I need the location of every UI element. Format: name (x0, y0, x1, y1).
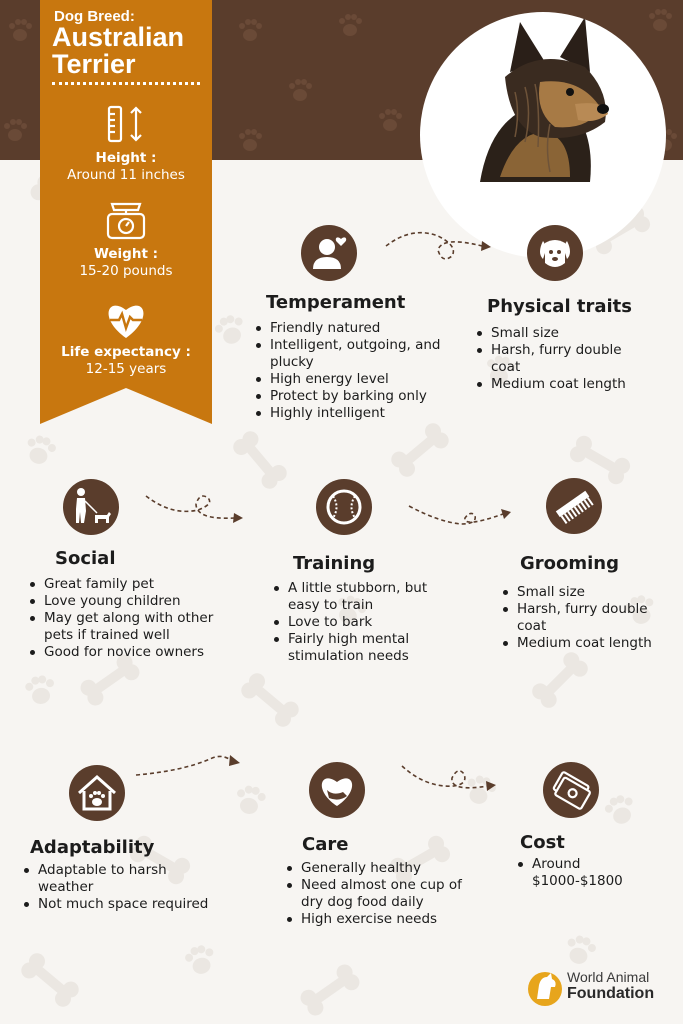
list-item: Intelligent, outgoing, and plucky (254, 337, 454, 371)
list-item: Harsh, furry double coat (501, 601, 681, 635)
list-item: Friendly natured (254, 320, 454, 337)
list-item: Small size (501, 584, 681, 601)
cost-title: Cost (520, 832, 565, 853)
list-item: Fairly high mental stimulation needs (272, 631, 462, 665)
weight-value: 15-20 pounds (79, 263, 173, 279)
dog-silhouette-logo-icon (527, 965, 567, 1009)
paw-house-icon (69, 765, 125, 821)
height-value: Around 11 inches (67, 167, 185, 183)
list-item: High exercise needs (285, 911, 475, 928)
temperament-title: Temperament (266, 292, 406, 313)
world-animal-foundation-logo (527, 965, 677, 1009)
heartbeat-icon (104, 300, 148, 340)
dog-face-icon (527, 225, 583, 281)
height-label: Height : (95, 150, 157, 166)
social-list (28, 576, 238, 661)
grooming-list (501, 584, 681, 652)
list-item: Need almost one cup of dry dog food daily (285, 877, 475, 911)
banner-divider (52, 82, 200, 85)
breed-banner (40, 0, 212, 424)
adaptability-list (22, 862, 212, 913)
height-ruler-icon (106, 104, 148, 144)
grooming-title: Grooming (520, 553, 620, 574)
heart-hands-icon (309, 762, 365, 818)
list-item: Protect by barking only (254, 388, 454, 405)
training-list (272, 580, 462, 665)
physical-traits-list (475, 325, 655, 393)
list-item: Not much space required (22, 896, 212, 913)
person-heart-icon (301, 225, 357, 281)
list-item: Love to bark (272, 614, 462, 631)
temperament-list (254, 320, 454, 422)
comb-icon (546, 478, 602, 534)
physical-traits-title: Physical traits (487, 296, 632, 317)
logo-line-2: Foundation (567, 985, 655, 1002)
list-item: Around $1000-$1800 (516, 856, 656, 890)
list-item: High energy level (254, 371, 454, 388)
list-item: Medium coat length (501, 635, 681, 652)
list-item: Generally healthy (285, 860, 475, 877)
list-item: Great family pet (28, 576, 238, 593)
ball-icon (316, 479, 372, 535)
list-item: Highly intelligent (254, 405, 454, 422)
care-title: Care (302, 834, 349, 855)
list-item: Adaptable to harsh weather (22, 862, 212, 896)
walking-dog-icon (63, 479, 119, 535)
weight-scale-icon (104, 200, 148, 242)
weight-label: Weight : (93, 246, 159, 262)
dotted-arrow-icon (405, 500, 515, 540)
care-list (285, 860, 475, 928)
list-item: Small size (475, 325, 655, 342)
social-title: Social (55, 548, 116, 569)
list-item: Good for novice owners (28, 644, 238, 661)
adaptability-title: Adaptability (30, 837, 155, 858)
list-item: Harsh, furry double coat (475, 342, 655, 376)
life-expectancy-label: Life expectancy : (61, 344, 191, 360)
training-title: Training (293, 553, 376, 574)
life-expectancy-value: 12-15 years (85, 361, 167, 377)
dotted-arrow-icon (382, 220, 494, 266)
dotted-arrow-icon (142, 490, 246, 532)
cost-list (516, 856, 656, 890)
list-item: May get along with other pets if trained well (28, 610, 238, 644)
money-icon (543, 762, 599, 818)
list-item: Love young children (28, 593, 238, 610)
list-item: A little stubborn, but easy to train (272, 580, 462, 614)
breed-kicker: Dog Breed: (54, 8, 135, 25)
dotted-arrow-icon (398, 758, 502, 802)
breed-name: Australian Terrier (52, 22, 185, 79)
dotted-arrow-icon (132, 745, 244, 779)
list-item: Medium coat length (475, 376, 655, 393)
logo-line-1: World Animal (567, 969, 650, 985)
